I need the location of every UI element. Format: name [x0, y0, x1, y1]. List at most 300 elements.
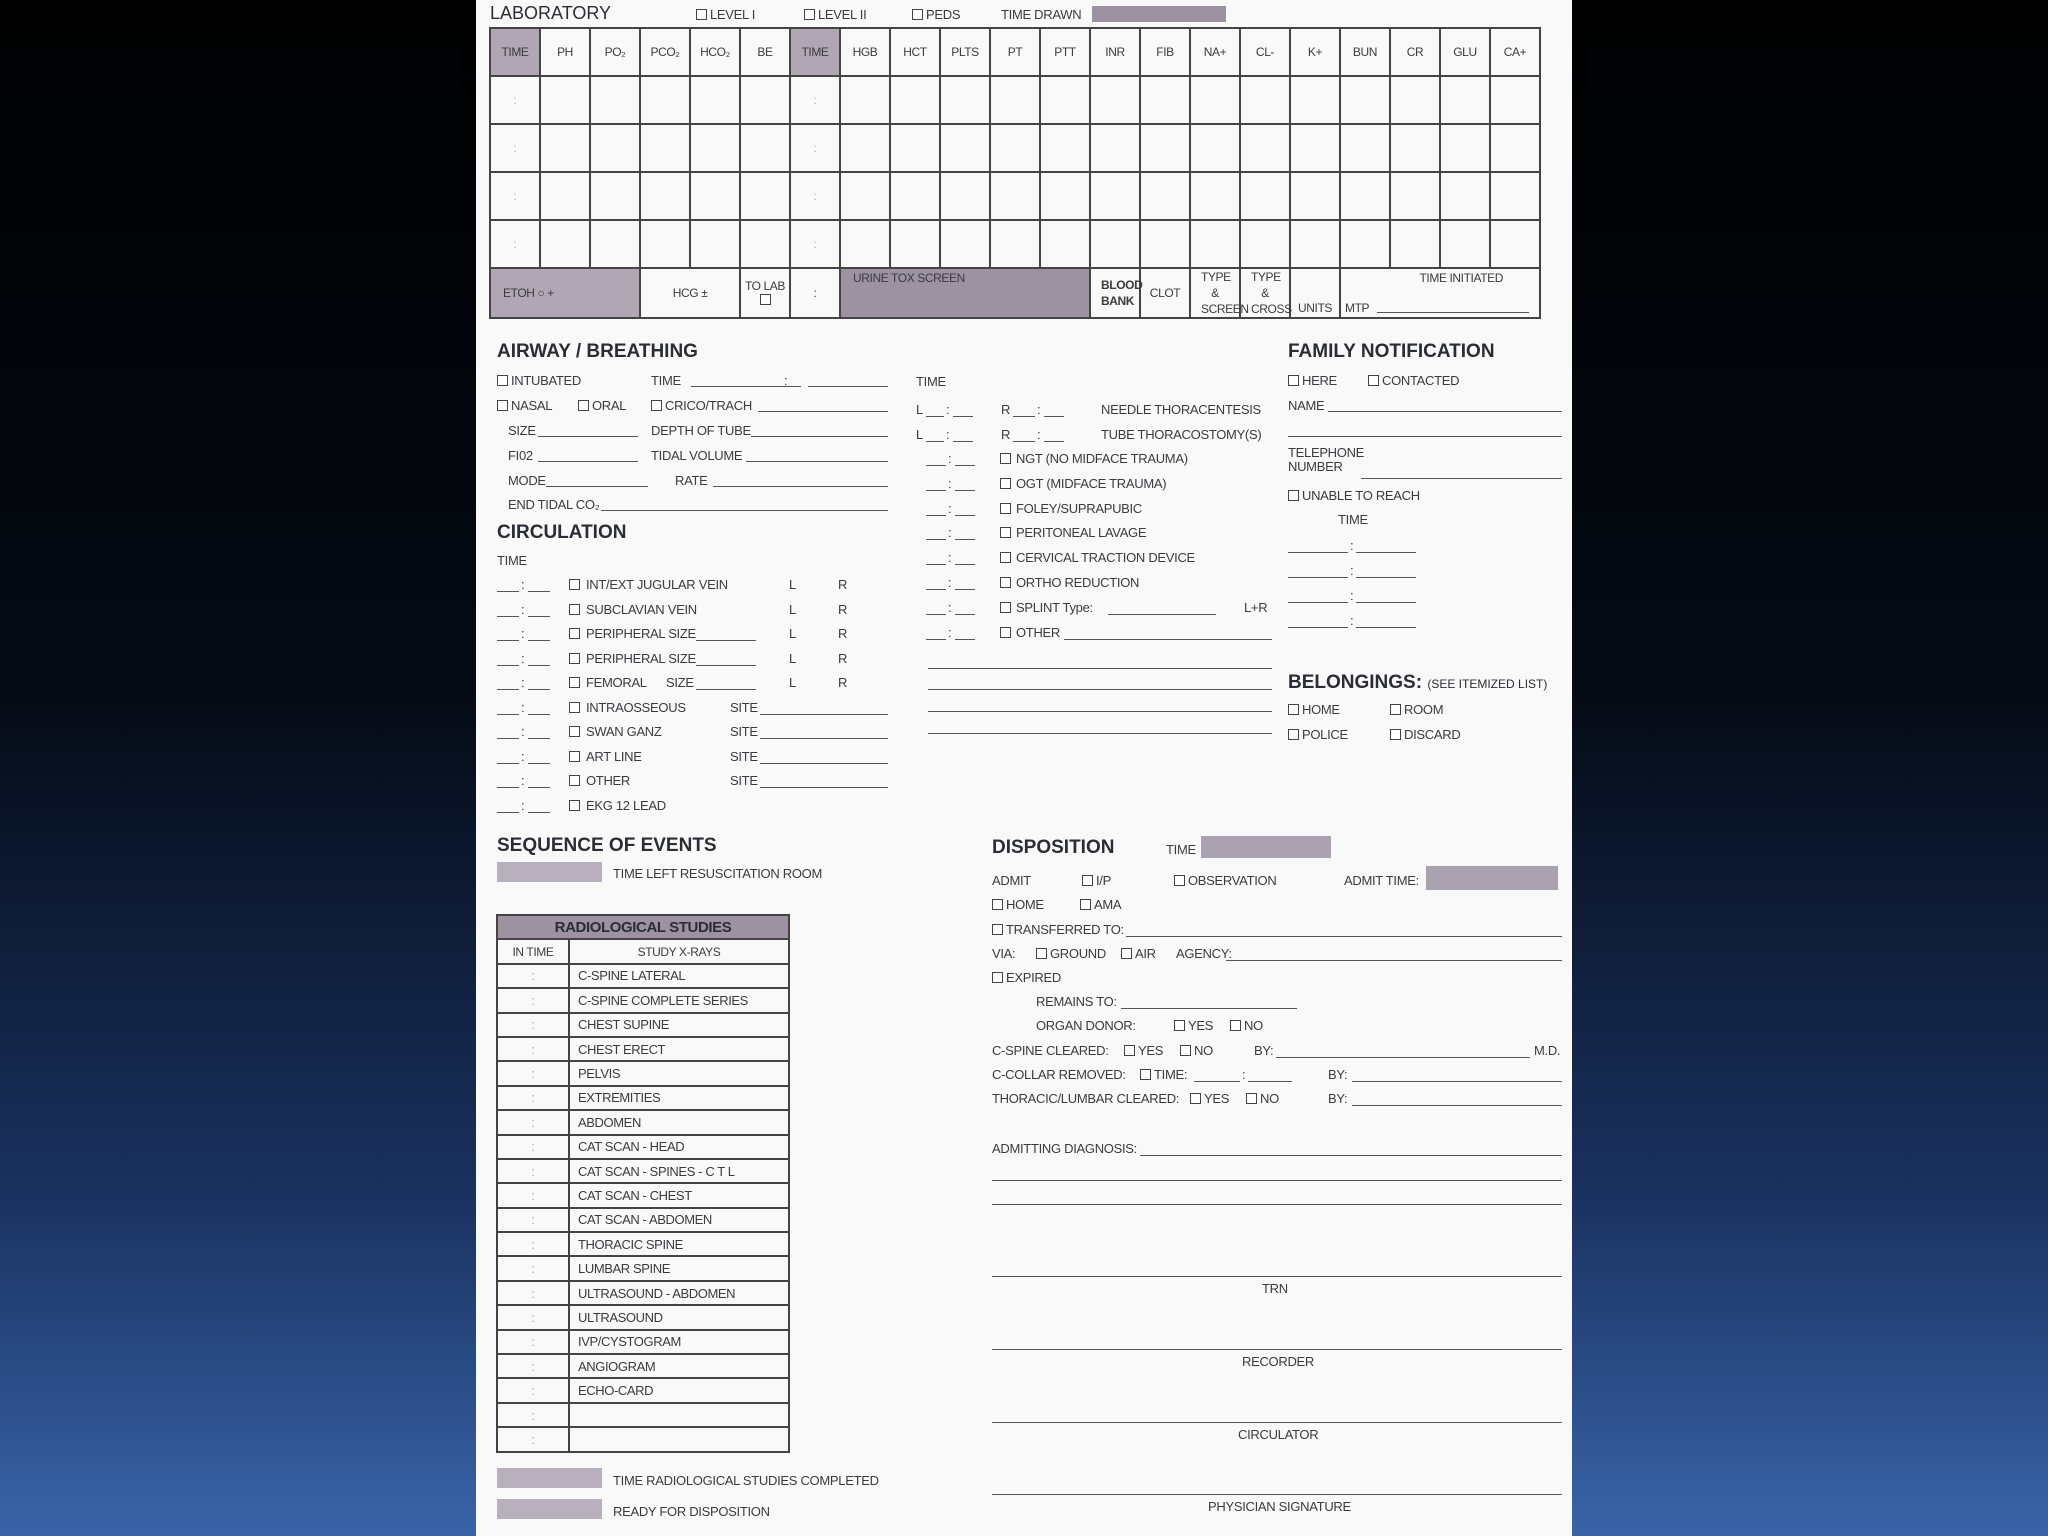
- lab-cell[interactable]: [1440, 172, 1490, 220]
- lab-cell[interactable]: [1040, 220, 1090, 268]
- lab-cell[interactable]: :: [490, 124, 540, 172]
- circ-time-min-field[interactable]: [528, 665, 550, 666]
- splint-type-field[interactable]: [1108, 614, 1216, 615]
- lab-col-header: HGB: [840, 28, 890, 76]
- lab-cell[interactable]: [640, 172, 690, 220]
- family-time-min-field[interactable]: [1356, 627, 1416, 628]
- diagnosis-field-3[interactable]: [992, 1204, 1562, 1205]
- proc-left-time-min-field[interactable]: [953, 416, 973, 417]
- lab-cell[interactable]: [690, 220, 740, 268]
- lab-cell[interactable]: [1290, 172, 1340, 220]
- family-time-hour-field[interactable]: [1288, 577, 1348, 578]
- lab-cell[interactable]: [1240, 172, 1290, 220]
- proc-cervical-checkbox[interactable]: [1000, 552, 1011, 563]
- proc-time-min-field[interactable]: [955, 465, 975, 466]
- time-drawn-field[interactable]: [1092, 6, 1226, 22]
- lab-cell[interactable]: [1290, 76, 1340, 124]
- circ-site-field[interactable]: [760, 787, 888, 788]
- circ-time-min-field[interactable]: [528, 763, 550, 764]
- proc-time-hour-field[interactable]: [926, 490, 946, 491]
- family-name-label: NAME: [1288, 398, 1325, 413]
- radiology-time-cell[interactable]: :: [497, 1135, 569, 1159]
- lab-cell[interactable]: [1190, 220, 1240, 268]
- radiology-time-cell[interactable]: :: [497, 1256, 569, 1280]
- rate-field[interactable]: [713, 486, 888, 487]
- lab-cell[interactable]: [1390, 124, 1440, 172]
- lab-cell[interactable]: [1240, 220, 1290, 268]
- expired-checkbox[interactable]: [992, 972, 1003, 983]
- circ-right-option[interactable]: R: [838, 601, 848, 617]
- crico-trach-checkbox[interactable]: [651, 400, 662, 411]
- organ-no-checkbox[interactable]: [1230, 1020, 1241, 1031]
- peds-checkbox[interactable]: [912, 9, 923, 20]
- circ-size-field[interactable]: [696, 640, 756, 641]
- transferred-field[interactable]: [1126, 936, 1562, 937]
- lab-cell[interactable]: [640, 220, 690, 268]
- fio2-field[interactable]: [538, 461, 638, 462]
- circ-item-checkbox[interactable]: [569, 751, 580, 762]
- radiology-study-label: CAT SCAN - HEAD: [569, 1135, 789, 1159]
- proc-time-min-field[interactable]: [955, 539, 975, 540]
- circ-item-checkbox[interactable]: [569, 653, 580, 664]
- proc-notes-line[interactable]: [928, 689, 1272, 690]
- lab-cell[interactable]: [590, 124, 640, 172]
- circ-item-checkbox[interactable]: [569, 579, 580, 590]
- lab-cell[interactable]: [1140, 124, 1190, 172]
- lab-cell[interactable]: [1490, 124, 1540, 172]
- lab-cell[interactable]: [1140, 76, 1190, 124]
- lab-cell[interactable]: [1040, 124, 1090, 172]
- lab-cell[interactable]: [1390, 220, 1440, 268]
- circ-left-option[interactable]: L: [789, 650, 796, 666]
- lab-cell[interactable]: [1290, 220, 1340, 268]
- lab-cell[interactable]: [640, 124, 690, 172]
- lab-cell[interactable]: [1390, 172, 1440, 220]
- radiology-completed-field[interactable]: [497, 1468, 602, 1488]
- circ-left-option[interactable]: L: [789, 577, 796, 592]
- circ-site-label: SITE: [730, 748, 758, 764]
- collar-time-hour-field[interactable]: [1194, 1081, 1240, 1082]
- proc-time-hour-field[interactable]: [926, 465, 946, 466]
- circ-item-label: PERIPHERAL SIZE: [586, 650, 696, 666]
- radiology-row: [497, 1232, 789, 1256]
- lab-cell[interactable]: [1490, 220, 1540, 268]
- circ-left-option[interactable]: L: [789, 675, 796, 690]
- proc-time-min-field[interactable]: [955, 614, 975, 615]
- circulator-label: CIRCULATOR: [1238, 1427, 1319, 1442]
- lab-cell[interactable]: [940, 76, 990, 124]
- circ-item-checkbox[interactable]: [569, 726, 580, 737]
- lab-cell[interactable]: [590, 172, 640, 220]
- proc-time-min-field[interactable]: [955, 515, 975, 516]
- proc-tube-label: TUBE THORACOSTOMY(S): [1101, 427, 1262, 442]
- lab-cell[interactable]: [890, 124, 940, 172]
- clot-cell[interactable]: CLOT: [1140, 268, 1190, 318]
- lab-cell[interactable]: [740, 220, 790, 268]
- circ-time-min-field[interactable]: [528, 812, 550, 813]
- time-left-field[interactable]: [497, 862, 602, 882]
- proc-time-min-field[interactable]: [955, 589, 975, 590]
- end-tidal-field[interactable]: [601, 510, 888, 511]
- circ-time-min-field[interactable]: [528, 640, 550, 641]
- proc-right-time-min-field[interactable]: [1044, 441, 1064, 442]
- lab-cell[interactable]: [890, 76, 940, 124]
- agency-field[interactable]: [1226, 960, 1562, 961]
- lab-cell[interactable]: [1490, 172, 1540, 220]
- ready-disposition-field[interactable]: [497, 1499, 602, 1519]
- proc-time-min-field[interactable]: [955, 564, 975, 565]
- lab-cell[interactable]: [540, 220, 590, 268]
- circ-time-hour-field[interactable]: [497, 689, 519, 690]
- lab-cell[interactable]: [840, 124, 890, 172]
- transferred-checkbox[interactable]: [992, 924, 1003, 935]
- circ-right-option[interactable]: R: [838, 650, 848, 666]
- oral-checkbox[interactable]: [578, 400, 589, 411]
- proc-cervical-label: CERVICAL TRACTION DEVICE: [1016, 550, 1195, 566]
- here-checkbox[interactable]: [1288, 375, 1299, 386]
- family-time-min-field[interactable]: [1356, 577, 1416, 578]
- family-time-min-field[interactable]: [1356, 552, 1416, 553]
- lab-cell[interactable]: [1040, 172, 1090, 220]
- proc-notes-line[interactable]: [928, 733, 1272, 734]
- proc-left-time-field[interactable]: [926, 441, 944, 442]
- proc-time-hour-field[interactable]: [926, 614, 946, 615]
- proc-time-min-field[interactable]: [955, 639, 975, 640]
- circ-site-field[interactable]: [760, 738, 888, 739]
- radiology-time-cell[interactable]: :: [497, 1208, 569, 1232]
- lab-cell[interactable]: [590, 220, 640, 268]
- circ-time-hour-field[interactable]: [497, 763, 519, 764]
- observation-checkbox[interactable]: [1174, 875, 1185, 886]
- lab-cell[interactable]: [740, 172, 790, 220]
- cspine-yes-checkbox[interactable]: [1124, 1045, 1135, 1056]
- proc-ngt-checkbox[interactable]: [1000, 453, 1011, 464]
- radiology-time-cell[interactable]: :: [497, 1281, 569, 1305]
- family-name-field[interactable]: [1328, 411, 1562, 412]
- circ-time-min-field[interactable]: [528, 591, 550, 592]
- lab-cell[interactable]: [990, 172, 1040, 220]
- remains-field[interactable]: [1121, 1008, 1297, 1009]
- intubated-checkbox[interactable]: [497, 375, 508, 386]
- lab-cell[interactable]: [990, 124, 1040, 172]
- lab-cell[interactable]: [1290, 124, 1340, 172]
- radiology-time-cell[interactable]: :: [497, 1061, 569, 1085]
- family-time-min-field[interactable]: [1356, 602, 1416, 603]
- circ-time-hour-field[interactable]: [497, 738, 519, 739]
- proc-time-hour-field[interactable]: [926, 564, 946, 565]
- circ-left-option[interactable]: L: [789, 601, 796, 617]
- ip-checkbox[interactable]: [1082, 875, 1093, 886]
- thoracic-by-field[interactable]: [1352, 1105, 1562, 1106]
- lab-cell[interactable]: [840, 172, 890, 220]
- collar-time-min-field[interactable]: [1248, 1081, 1292, 1082]
- family-time-hour-field[interactable]: [1288, 552, 1348, 553]
- circ-time-hour-field[interactable]: [497, 787, 519, 788]
- intubation-time-minutes-field[interactable]: [808, 386, 888, 387]
- radiology-study-label: [569, 1427, 789, 1451]
- proc-left-time-min-field[interactable]: [953, 441, 973, 442]
- family-name-field-2[interactable]: [1288, 436, 1562, 437]
- lab-cell[interactable]: [1090, 76, 1140, 124]
- air-checkbox[interactable]: [1121, 948, 1132, 959]
- radiology-time-cell[interactable]: :: [497, 1183, 569, 1207]
- proc-right-time-min-field[interactable]: [1044, 416, 1064, 417]
- proc-ogt-label: OGT (MIDFACE TRAUMA): [1016, 475, 1167, 491]
- thoracic-yes-checkbox[interactable]: [1190, 1093, 1201, 1104]
- disposition-time-field[interactable]: [1201, 836, 1331, 858]
- lab-cell[interactable]: :: [790, 124, 840, 172]
- lab-cell[interactable]: [640, 76, 690, 124]
- to-lab-checkbox[interactable]: [760, 294, 771, 305]
- admit-time-field[interactable]: [1426, 866, 1558, 890]
- lab-cell[interactable]: [1140, 172, 1190, 220]
- level-2-option[interactable]: LEVEL II: [804, 7, 866, 22]
- lab-cell[interactable]: [1390, 76, 1440, 124]
- radiology-time-cell[interactable]: :: [497, 1159, 569, 1183]
- contacted-checkbox[interactable]: [1368, 375, 1379, 386]
- belongings-home-checkbox[interactable]: [1288, 704, 1299, 715]
- lab-cell[interactable]: [690, 172, 740, 220]
- diagnosis-field-2[interactable]: [992, 1180, 1562, 1181]
- circ-right-option[interactable]: R: [838, 626, 848, 641]
- lab-cell[interactable]: [1190, 124, 1240, 172]
- disposition-home-checkbox[interactable]: [992, 899, 1003, 910]
- physician-signature-field[interactable]: [992, 1494, 1562, 1495]
- organ-donor-label: ORGAN DONOR:: [1036, 1018, 1136, 1033]
- lab-cell[interactable]: [1340, 172, 1390, 220]
- hcg-cell[interactable]: HCG ±: [640, 268, 740, 318]
- radiology-time-cell[interactable]: :: [497, 1354, 569, 1378]
- circ-time-min-field[interactable]: [528, 689, 550, 690]
- to-lab-cell[interactable]: TO LAB: [740, 268, 790, 318]
- diagnosis-field-1[interactable]: [1140, 1155, 1562, 1156]
- radiology-time-cell[interactable]: :: [497, 1427, 569, 1451]
- radiology-study-label: LUMBAR SPINE: [569, 1256, 789, 1280]
- circ-time-hour-field[interactable]: [497, 812, 519, 813]
- lab-col-header: CA+: [1490, 28, 1540, 76]
- lab-cell[interactable]: [690, 124, 740, 172]
- lab-cell[interactable]: [540, 172, 590, 220]
- radiology-time-cell[interactable]: :: [497, 1378, 569, 1402]
- collar-removed-label: C-COLLAR REMOVED:: [992, 1067, 1126, 1082]
- mtp-cell[interactable]: TIME INITIATED MTP: [1340, 268, 1540, 318]
- proc-peritoneal-label: PERITONEAL LAVAGE: [1016, 525, 1147, 541]
- circulator-signature-field[interactable]: [992, 1422, 1562, 1423]
- lab-cell[interactable]: [1090, 172, 1140, 220]
- proc-time-hour-field[interactable]: [926, 639, 946, 640]
- to-lab-time-cell[interactable]: :: [790, 268, 840, 318]
- unable-to-reach-checkbox[interactable]: [1288, 490, 1299, 501]
- proc-time-hour-field[interactable]: [926, 515, 946, 516]
- circ-right-option[interactable]: R: [838, 577, 848, 592]
- urine-tox-cell[interactable]: URINE TOX SCREEN: [840, 268, 1090, 318]
- lab-cell[interactable]: [1040, 76, 1090, 124]
- radiology-study-label: C-SPINE LATERAL: [569, 964, 789, 988]
- radiology-time-cell[interactable]: :: [497, 1330, 569, 1354]
- circ-item-checkbox[interactable]: [569, 628, 580, 639]
- lab-cell[interactable]: [890, 172, 940, 220]
- etoh-cell[interactable]: ETOH ○ +: [490, 268, 640, 318]
- lab-cell[interactable]: :: [490, 220, 540, 268]
- circ-time-hour-field[interactable]: [497, 640, 519, 641]
- thoracic-cleared-label: THORACIC/LUMBAR CLEARED:: [992, 1091, 1180, 1106]
- lab-cell[interactable]: [1490, 76, 1540, 124]
- belongings-title: BELONGINGS: (SEE ITEMIZED LIST): [1288, 672, 1548, 693]
- radiology-time-cell[interactable]: :: [497, 1037, 569, 1061]
- proc-time-hour-field[interactable]: [926, 589, 946, 590]
- radiology-row: [497, 1427, 789, 1451]
- lab-cell[interactable]: [1090, 220, 1140, 268]
- radiology-time-cell[interactable]: :: [497, 1013, 569, 1037]
- belongings-police-checkbox[interactable]: [1288, 729, 1299, 740]
- collar-by-field[interactable]: [1352, 1081, 1562, 1082]
- lab-cell[interactable]: [1340, 220, 1390, 268]
- depth-field[interactable]: [751, 436, 888, 437]
- remains-label: REMAINS TO:: [1036, 994, 1117, 1009]
- circ-item-checkbox[interactable]: [569, 677, 580, 688]
- proc-left-time-field[interactable]: [926, 416, 944, 417]
- circ-item-checkbox[interactable]: [569, 775, 580, 786]
- lab-cell[interactable]: [1140, 220, 1190, 268]
- lab-cell[interactable]: [1240, 124, 1290, 172]
- lab-cell[interactable]: [740, 76, 790, 124]
- circ-item-label: ART LINE: [586, 748, 642, 764]
- circ-site-field[interactable]: [760, 714, 888, 715]
- lab-cell[interactable]: [840, 220, 890, 268]
- lab-cell[interactable]: [740, 124, 790, 172]
- telephone-field[interactable]: [1361, 478, 1562, 479]
- proc-time-min-field[interactable]: [955, 490, 975, 491]
- circ-time-hour-field[interactable]: [497, 714, 519, 715]
- circ-size-field[interactable]: [696, 689, 756, 690]
- proc-time-hour-field[interactable]: [926, 539, 946, 540]
- circ-item-checkbox[interactable]: [569, 604, 580, 615]
- tidal-volume-field[interactable]: [746, 461, 888, 462]
- cspine-by-field[interactable]: [1276, 1057, 1530, 1058]
- circ-time-min-field[interactable]: [528, 714, 550, 715]
- lab-cell[interactable]: [840, 76, 890, 124]
- family-time-hour-field[interactable]: [1288, 602, 1348, 603]
- circ-size-field[interactable]: [696, 665, 756, 666]
- circ-time-hour-field[interactable]: [497, 616, 519, 617]
- circ-time-hour-field[interactable]: [497, 665, 519, 666]
- lab-cell[interactable]: [1440, 76, 1490, 124]
- belongings-room-checkbox[interactable]: [1390, 704, 1401, 715]
- radiology-time-cell[interactable]: :: [497, 1086, 569, 1110]
- proc-other-field[interactable]: [1064, 639, 1272, 640]
- proc-splint-checkbox[interactable]: [1000, 602, 1011, 613]
- lab-cell[interactable]: [1190, 172, 1240, 220]
- tube-size-field[interactable]: [538, 436, 638, 437]
- nasal-checkbox[interactable]: [497, 400, 508, 411]
- proc-foley-checkbox[interactable]: [1000, 503, 1011, 514]
- circ-time-min-field[interactable]: [528, 616, 550, 617]
- trn-signature-field[interactable]: [992, 1276, 1562, 1277]
- ama-checkbox[interactable]: [1080, 899, 1091, 910]
- lab-cell[interactable]: [540, 76, 590, 124]
- circ-right-option[interactable]: R: [838, 675, 848, 690]
- lab-cell[interactable]: :: [490, 76, 540, 124]
- lab-cell[interactable]: [590, 76, 640, 124]
- crico-field[interactable]: [758, 411, 888, 412]
- collar-time-checkbox[interactable]: [1140, 1069, 1151, 1080]
- radiology-time-cell[interactable]: :: [497, 1232, 569, 1256]
- proc-right-time-field[interactable]: [1013, 441, 1035, 442]
- circ-site-field[interactable]: [760, 763, 888, 764]
- lab-col-header: BUN: [1340, 28, 1390, 76]
- peds-option[interactable]: PEDS: [912, 7, 960, 22]
- radiology-time-cell[interactable]: :: [497, 1403, 569, 1427]
- ground-checkbox[interactable]: [1036, 948, 1047, 959]
- organ-yes-checkbox[interactable]: [1174, 1020, 1185, 1031]
- lab-cell[interactable]: [990, 76, 1040, 124]
- type-screen-cell[interactable]: TYPE & SCREEN: [1190, 268, 1240, 318]
- level-2-checkbox[interactable]: [804, 9, 815, 20]
- type-cross-cell[interactable]: TYPE & CROSS: [1240, 268, 1290, 318]
- lab-cell[interactable]: :: [790, 172, 840, 220]
- proc-ogt-checkbox[interactable]: [1000, 478, 1011, 489]
- proc-peritoneal-checkbox[interactable]: [1000, 527, 1011, 538]
- circ-time-hour-field[interactable]: [497, 591, 519, 592]
- circ-item-checkbox[interactable]: [569, 800, 580, 811]
- lab-cell[interactable]: [1340, 124, 1390, 172]
- lab-cell[interactable]: [1340, 76, 1390, 124]
- proc-ortho-checkbox[interactable]: [1000, 577, 1011, 588]
- lab-cell[interactable]: [690, 76, 740, 124]
- radiology-time-cell[interactable]: :: [497, 964, 569, 988]
- lab-cell[interactable]: [890, 220, 940, 268]
- cspine-no-checkbox[interactable]: [1180, 1045, 1191, 1056]
- circ-time-min-field[interactable]: [528, 738, 550, 739]
- proc-right-time-field[interactable]: [1013, 416, 1035, 417]
- lab-cell[interactable]: [1440, 220, 1490, 268]
- radiology-time-cell[interactable]: :: [497, 1110, 569, 1134]
- level-1-checkbox[interactable]: [696, 9, 707, 20]
- thoracic-no-checkbox[interactable]: [1246, 1093, 1257, 1104]
- proc-other-checkbox[interactable]: [1000, 627, 1011, 638]
- circ-time-min-field[interactable]: [528, 787, 550, 788]
- lab-cell[interactable]: [1240, 76, 1290, 124]
- lab-cell[interactable]: :: [490, 172, 540, 220]
- lab-cell[interactable]: [940, 172, 990, 220]
- belongings-discard-checkbox[interactable]: [1390, 729, 1401, 740]
- lab-cell[interactable]: [1190, 76, 1240, 124]
- radiology-time-cell[interactable]: :: [497, 988, 569, 1012]
- radiology-time-cell[interactable]: :: [497, 1305, 569, 1329]
- lab-cell[interactable]: [940, 220, 990, 268]
- recorder-label: RECORDER: [1242, 1354, 1314, 1369]
- proc-other-label: OTHER: [1016, 624, 1061, 640]
- proc-notes-line[interactable]: [928, 668, 1272, 669]
- circ-left-option[interactable]: L: [789, 626, 796, 641]
- lab-cell[interactable]: :: [790, 76, 840, 124]
- lab-cell[interactable]: [940, 124, 990, 172]
- family-time-hour-field[interactable]: [1288, 627, 1348, 628]
- lab-cell[interactable]: [1440, 124, 1490, 172]
- level-1-option[interactable]: LEVEL I: [696, 7, 755, 22]
- lab-cell[interactable]: [1090, 124, 1140, 172]
- physician-signature-label: PHYSICIAN SIGNATURE: [1208, 1499, 1351, 1514]
- units-cell[interactable]: UNITS: [1290, 268, 1340, 318]
- lab-cell[interactable]: [990, 220, 1040, 268]
- lab-cell[interactable]: [540, 124, 590, 172]
- recorder-signature-field[interactable]: [992, 1349, 1562, 1350]
- lab-cell[interactable]: :: [790, 220, 840, 268]
- blood-bank-cell[interactable]: BLOOD BANK: [1090, 268, 1140, 318]
- circ-item-checkbox[interactable]: [569, 702, 580, 713]
- mode-field[interactable]: [546, 486, 648, 487]
- proc-notes-line[interactable]: [928, 711, 1272, 712]
